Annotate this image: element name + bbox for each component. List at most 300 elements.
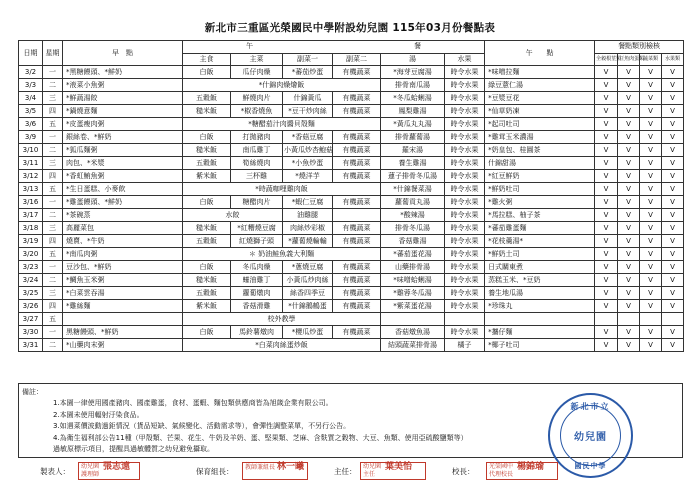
check-cell: V [662,339,684,352]
check-cell: V [618,209,640,222]
weekday-cell: 五 [43,118,63,131]
am-snack-cell: *鮮蔬湯餃 [63,92,183,105]
check-cell: V [595,105,618,118]
main-cell: 蘿蔔燉肉 [231,287,283,300]
check-cell: V [595,274,618,287]
header-check: 餐點類別檢核 [595,41,684,54]
weekday-cell: 四 [43,105,63,118]
am-snack-cell: *鍋燒意麵 [63,105,183,118]
fruit-cell: 時令水果 [445,118,485,131]
main-cell: 南瓜雞丁 [231,144,283,157]
weekday-cell: 一 [43,261,63,274]
menu-row [19,144,684,157]
check-cell: V [662,248,684,261]
check-cell: V [618,196,640,209]
date-cell: 3/27 [19,313,43,326]
soup-cell: *海芽豆腐湯 [381,66,445,79]
lunch-merged-cell: ＊ 奶油鮭魚義大利麵 [183,248,381,261]
staple-cell: 白飯 [183,196,231,209]
weekday-cell: 一 [43,131,63,144]
pm-snack-cell: *鮮奶土司 [485,248,595,261]
check-cell: V [662,66,684,79]
check-cell: V [640,222,662,235]
menu-row [19,287,684,300]
check-cell: V [618,183,640,196]
check-cell: V [618,287,640,300]
fruit-cell: 時令水果 [445,79,485,92]
note-item: 過敏原標示項目，提醒具過敏體質之幼兒避免攝取。 [53,445,214,453]
date-cell: 3/9 [19,131,43,144]
pm-snack-cell: *蕃茄雞蛋麵 [485,222,595,235]
staple-cell: 五穀飯 [183,287,231,300]
date-cell: 3/17 [19,209,43,222]
am-snack-cell: 肉包、*米漿 [63,157,183,170]
check-cell: V [640,196,662,209]
date-cell: 3/10 [19,144,43,157]
header-fruit: 水果 [445,53,485,66]
side1-cell: *燒洋芋 [283,170,333,183]
soup-cell: 排骨蘿蔔湯 [381,131,445,144]
weekday-cell: 三 [43,222,63,235]
soup-cell [381,313,445,326]
fruit-cell: 時令水果 [445,66,485,79]
staple-cell: 糙米飯 [183,144,231,157]
fruit-cell: 時令水果 [445,144,485,157]
check-cell: V [618,92,640,105]
side1-cell: 肉絲炒彩椒 [283,222,333,235]
fruit-cell: 時令水果 [445,222,485,235]
check-cell: V [640,300,662,313]
menu-row [19,79,684,92]
weekday-cell: 三 [43,92,63,105]
pm-snack-cell: *味噌拉麵 [485,66,595,79]
side1-cell: *蘿蔔燒輪輸 [283,235,333,248]
menu-row [19,170,684,183]
principal-label: 校長： [452,467,475,476]
check-cell: V [618,131,640,144]
side2-cell [333,209,381,222]
check-cell: V [662,105,684,118]
check-cell: V [595,209,618,222]
check-cell: V [618,274,640,287]
soup-cell: 羅宋湯 [381,144,445,157]
side1-cell: 油雞腿 [283,209,333,222]
weekday-cell: 四 [43,235,63,248]
principal-stamp [486,462,558,480]
check-cell: V [595,118,618,131]
pm-snack-cell: *紅豆鮮奶 [485,170,595,183]
staple-cell: 白飯 [183,66,231,79]
check-cell: V [618,105,640,118]
menu-body [19,66,684,352]
side1-cell: 小黃瓜炒肉絲 [283,274,333,287]
check-cell: V [662,183,684,196]
staple-cell: 紫米飯 [183,170,231,183]
side1-cell: *香菇豆腐 [283,131,333,144]
nurse-stamp [242,462,308,480]
am-snack-cell [63,313,183,326]
soup-cell: *味噌蛤蜊湯 [381,274,445,287]
date-cell: 3/19 [19,235,43,248]
lunch-merged-cell: *糖醋茄汁肉醬貝殼麵 [183,118,381,131]
check-cell: V [662,261,684,274]
check-cell: V [662,196,684,209]
side1-cell: 絲香四季豆 [283,287,333,300]
check-cell: V [618,157,640,170]
lunch-merged-cell: *時蔬咖哩雞肉飯 [183,183,381,196]
note-item: 4.為衛生福利部公告11種（甲殼類、芒果、花生、牛奶及羊奶、蛋、堅果類、芝麻、含麩質之穀物、大豆、魚類、使用亞硫酸鹽類等） [53,433,468,442]
weekday-cell: 五 [43,313,63,326]
check-cell: V [618,222,640,235]
main-cell: 瓜仔肉燥 [231,66,283,79]
check-cell: V [640,144,662,157]
note-item: 3.如遇菜價波動過鉅情況（貨品短缺、氣候變化、活動需求等），會彈性調整菜單，不另行公告。 [53,422,351,430]
date-cell: 3/20 [19,248,43,261]
weekday-cell: 一 [43,326,63,339]
date-cell: 3/25 [19,287,43,300]
check-cell: V [595,196,618,209]
check-cell: V [595,170,618,183]
check-cell: V [662,235,684,248]
soup-cell: 蘿蔔貢丸湯 [381,196,445,209]
date-cell: 3/18 [19,222,43,235]
am-snack-cell: 燒賣、*牛奶 [63,235,183,248]
staple-cell: 白飯 [183,131,231,144]
soup-cell: 排骨南瓜湯 [381,79,445,92]
weekday-cell: 三 [43,157,63,170]
check-cell: V [662,287,684,300]
fruit-cell: 橘子 [445,339,485,352]
date-cell: 3/23 [19,261,43,274]
seal-center-text: 幼兒園 [574,432,607,443]
header-soup: 湯 [381,53,445,66]
am-snack-cell: *皮蛋瘦肉粥 [63,118,183,131]
header-check-fruit: 水果類 [662,53,684,66]
menu-table [18,40,684,352]
side1-cell: 小黃瓜炒杏鮑菇 [283,144,333,157]
pm-snack-cell: *馬拉糕、柚子茶 [485,209,595,222]
side2-cell: 有機蔬菜 [333,287,381,300]
check-cell: V [618,118,640,131]
date-cell: 3/13 [19,183,43,196]
am-snack-cell: *狐瓜麵粥 [63,144,183,157]
soup-cell: 結頭蔬菜排骨湯 [381,339,445,352]
fruit-cell: 時令水果 [445,105,485,118]
menu-row [19,92,684,105]
am-snack-cell: *南瓜肉粥 [63,248,183,261]
main-cell: 三杯雞 [231,170,283,183]
date-cell: 3/6 [19,118,43,131]
fruit-cell [445,313,485,326]
maker-stamp [78,462,140,480]
main-cell: *椒香燒魚 [231,105,283,118]
lunch-merged-cell: 水餃 [183,209,283,222]
date-cell: 3/12 [19,170,43,183]
weekday-cell: 一 [43,196,63,209]
side1-cell: *蕃茄炒蛋 [283,66,333,79]
soup-cell: 山藥排骨湯 [381,261,445,274]
date-cell: 3/4 [19,92,43,105]
pm-snack-cell [485,313,595,326]
check-cell: V [662,170,684,183]
menu-row [19,326,684,339]
header-check-veg: 蔬菜類 [640,53,662,66]
fruit-cell: 時令水果 [445,157,485,170]
check-cell [662,313,684,326]
staple-cell: 糙米飯 [183,222,231,235]
check-cell: V [595,92,618,105]
menu-row [19,157,684,170]
check-cell: V [595,222,618,235]
main-cell: 打拋豬肉 [231,131,283,144]
soup-cell: *黃瓜丸丸湯 [381,118,445,131]
check-cell: V [640,326,662,339]
seal-bottom-text: 國民中學 [574,462,607,470]
check-cell: V [618,326,640,339]
seal-top-text: 新北市立 [570,402,611,411]
check-cell: V [662,144,684,157]
check-cell: V [662,131,684,144]
fruit-cell: 時令水果 [445,196,485,209]
pm-snack-cell: *珍珠丸 [485,300,595,313]
pm-snack-cell: 日式關東煮 [485,261,595,274]
side2-cell: 有機蔬菜 [333,170,381,183]
stamp-line: 幼兒園 [81,463,100,470]
am-snack-cell: 銀絲卷、*鮮奶 [63,131,183,144]
staple-cell: 糙米飯 [183,274,231,287]
weekday-cell: 二 [43,79,63,92]
header-staple: 主食 [183,53,231,66]
fruit-cell: 時令水果 [445,92,485,105]
check-cell: V [640,170,662,183]
pm-snack-cell: *雞茸玉米濃湯 [485,131,595,144]
stamp-name: 葉美怡 [385,462,413,472]
fruit-cell: 時令水果 [445,274,485,287]
check-cell: V [662,222,684,235]
page-title: 新北市三重區光榮國民中學附設幼兒園 115年03月份餐點表 [204,22,496,34]
am-snack-cell: *茶碗蒸 [63,209,183,222]
pm-snack-cell: *奶皇包、桂圓茶 [485,144,595,157]
note-item: 1.本園一律使用國產豬肉、國產雞蛋，食材、蛋蝦、麵包類供應商皆為旭箴企業有限公司。 [53,399,333,407]
stamp-name: 林一曦 [276,462,304,472]
menu-row [19,313,684,326]
pm-snack-cell: *攜仔麵 [485,326,595,339]
header-date: 日期 [19,41,43,66]
side2-cell: 有機蔬菜 [333,196,381,209]
check-cell [640,313,662,326]
weekday-cell: 一 [43,66,63,79]
side2-cell: 有機蔬菜 [333,157,381,170]
check-cell: V [595,300,618,313]
side2-cell: 有機蔬菜 [333,300,381,313]
main-cell: 紅燒獅子頭 [231,235,283,248]
pm-snack-cell: *豆漿豆花 [485,92,595,105]
side2-cell: 有機蔬菜 [333,131,381,144]
lunch-merged-cell: *白菜肉絲蛋炒飯 [183,339,381,352]
pm-snack-cell: 什錦甜湯 [485,157,595,170]
check-cell: V [595,79,618,92]
check-cell [595,313,618,326]
soup-cell: *冬瓜蛤蜊湯 [381,92,445,105]
header-side2: 副菜二 [333,53,381,66]
fruit-cell: 時令水果 [445,131,485,144]
pm-snack-cell: *起司吐司 [485,118,595,131]
weekday-cell: 二 [43,209,63,222]
soup-cell: 排骨冬瓜湯 [381,222,445,235]
side2-cell: 有機蔬菜 [333,222,381,235]
check-cell: V [618,66,640,79]
check-cell: V [640,183,662,196]
weekday-cell: 三 [43,287,63,300]
am-snack-cell: 黑糖饅頭、*鮮奶 [63,326,183,339]
header-pm-snack: 午 點 [485,41,595,66]
check-cell: V [595,157,618,170]
fruit-cell: 時令水果 [445,209,485,222]
am-snack-cell: *雞絲麵 [63,300,183,313]
menu-row [19,339,684,352]
check-cell: V [595,248,618,261]
check-cell: V [662,157,684,170]
side2-cell: 有機蔬菜 [333,66,381,79]
fruit-cell: 時令水果 [445,287,485,300]
check-cell: V [640,274,662,287]
menu-row [19,118,684,131]
stamp-line: 護理師 [81,471,100,478]
staple-cell: 五穀飯 [183,92,231,105]
side2-cell: 有機蔬菜 [333,274,381,287]
soup-cell: 鳳梨雞湯 [381,105,445,118]
main-cell: 蠔油雞丁 [231,274,283,287]
menu-row [19,105,684,118]
menu-row [19,183,684,196]
soup-cell: *蕃茄蛋花湯 [381,248,445,261]
staple-cell: 白飯 [183,326,231,339]
weekday-cell: 二 [43,274,63,287]
check-cell: V [595,144,618,157]
check-cell: V [595,326,618,339]
check-cell: V [618,300,640,313]
pm-snack-cell: 蒸糕玉米、*豆奶 [485,274,595,287]
check-cell: V [595,339,618,352]
side2-cell: 有機蔬菜 [333,144,381,157]
menu-row [19,274,684,287]
side1-cell: 什錦黃瓜 [283,92,333,105]
header-check-grain: 全穀根莖類 [595,53,618,66]
pm-snack-cell: 養生地瓜湯 [485,287,595,300]
header-main: 主菜 [231,53,283,66]
side1-cell: *蝦仁豆腐 [283,196,333,209]
check-cell: V [640,248,662,261]
main-cell: *紅糟燒豆腐 [231,222,283,235]
fruit-cell: 時令水果 [445,261,485,274]
side2-cell: 有機蔬菜 [333,105,381,118]
check-cell: V [618,261,640,274]
soup-cell: *什錦餐菜湯 [381,183,445,196]
check-cell: V [640,209,662,222]
check-cell: V [595,183,618,196]
check-cell: V [662,209,684,222]
check-cell: V [595,287,618,300]
check-cell: V [595,131,618,144]
date-cell: 3/5 [19,105,43,118]
stamp-name: 楊錦瑜 [517,462,545,472]
fruit-cell: 時令水果 [445,170,485,183]
check-cell: V [662,300,684,313]
header-lunch: 午 餐 [183,41,485,54]
menu-row [19,196,684,209]
check-cell: V [618,79,640,92]
am-snack-cell: 高麗菜包 [63,222,183,235]
soup-cell: 蓮子排骨冬瓜湯 [381,170,445,183]
main-cell: 鮮燒肉片 [231,92,283,105]
weekday-cell: 五 [43,183,63,196]
am-snack-cell: 豆沙包、*鮮奶 [63,261,183,274]
fruit-cell: 時令水果 [445,326,485,339]
weekday-cell: 四 [43,300,63,313]
check-cell: V [618,339,640,352]
check-cell: V [595,235,618,248]
stamp-line: 主任 [363,471,376,478]
side1-cell: *蔥燒豆腐 [283,261,333,274]
side1-cell: *櫻瓜炒蛋 [283,326,333,339]
lunch-merged-cell: *什錦肉燥燴飯 [183,79,381,92]
fruit-cell: 時令水果 [445,235,485,248]
am-snack-cell: *液菜小魚粥 [63,79,183,92]
weekday-cell: 二 [43,144,63,157]
main-cell: 香菇滑雞 [231,300,283,313]
side2-cell: 有機蔬菜 [333,326,381,339]
notes-label: 備註： [22,388,43,396]
date-cell: 3/16 [19,196,43,209]
pm-snack-cell: *椰子吐司 [485,339,595,352]
check-cell: V [618,248,640,261]
menu-row [19,235,684,248]
staple-cell: 五穀飯 [183,235,231,248]
signature-row [0,460,700,490]
menu-row [19,300,684,313]
side2-cell: 有機蔬菜 [333,92,381,105]
check-cell: V [640,287,662,300]
check-cell: V [662,118,684,131]
check-cell: V [618,170,640,183]
pm-snack-cell: *花枝羹湯* [485,235,595,248]
main-cell: 糖醋肉片 [231,196,283,209]
check-cell: V [640,118,662,131]
note-item: 2.本園未使用輻射汙染食品。 [53,410,144,419]
stamp-line: 教師兼組長 [245,464,276,471]
main-cell: 筍絲燒肉 [231,157,283,170]
stamp-line: 光榮國中 [489,463,514,470]
main-cell: 馬鈴薯燉肉 [231,326,283,339]
am-snack-cell: *鯛魚玉米粥 [63,274,183,287]
am-snack-cell: *雞蛋饅頭、*鮮奶 [63,196,183,209]
soup-cell: 養生雞湯 [381,157,445,170]
check-cell: V [662,274,684,287]
director-stamp [360,462,426,480]
stamp-name: 張志遠 [103,462,131,472]
fruit-cell: 時令水果 [445,300,485,313]
pm-snack-cell: *鮮奶吐司 [485,183,595,196]
header-check-protein: 豆魚肉蛋類 [618,53,640,66]
soup-cell: *酸辣湯 [381,209,445,222]
pm-snack-cell: 綠豆薏仁湯 [485,79,595,92]
check-cell: V [595,261,618,274]
check-cell: V [640,235,662,248]
staple-cell: 糙米飯 [183,105,231,118]
notes-list [53,398,468,456]
check-cell: V [640,157,662,170]
menu-row [19,261,684,274]
